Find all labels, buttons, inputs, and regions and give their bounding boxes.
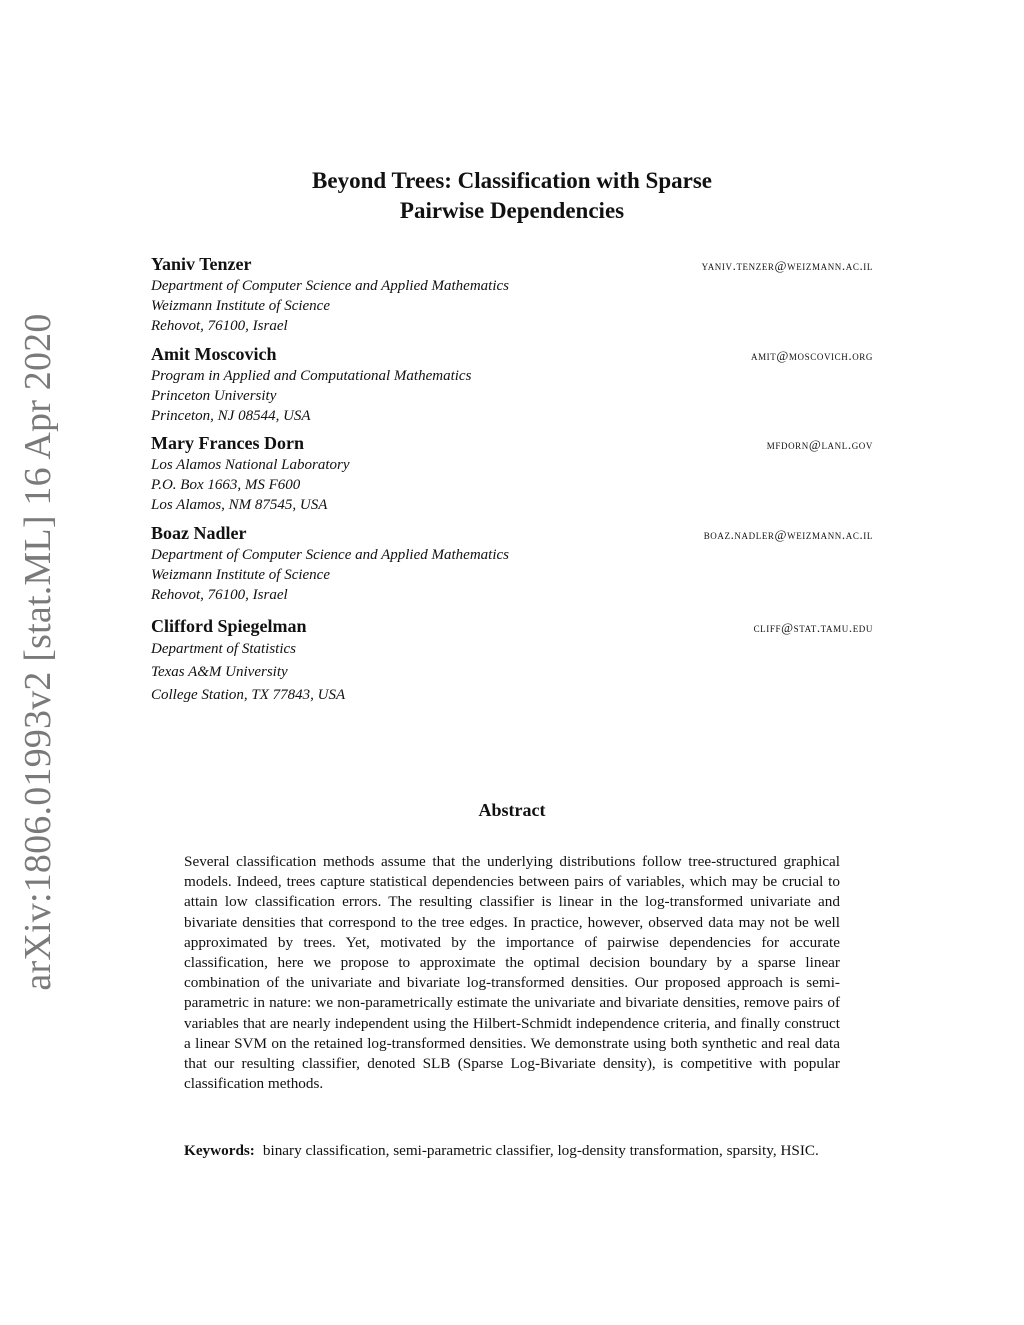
author-name: Yaniv Tenzer [151, 254, 252, 274]
author-email[interactable]: yaniv.tenzer@weizmann.ac.il [701, 258, 873, 273]
affiliation-line: Weizmann Institute of Science [151, 567, 330, 583]
affiliation-line: Los Alamos National Laboratory [151, 457, 350, 473]
affiliation-line: College Station, TX 77843, USA [151, 687, 346, 703]
author-email[interactable]: boaz.nadler@weizmann.ac.il [703, 527, 873, 542]
title-line-2: Pairwise Dependencies [399, 198, 625, 223]
author-block [151, 433, 873, 515]
author-name: Boaz Nadler [151, 523, 247, 543]
affiliation-line: Rehovot, 76100, Israel [151, 587, 288, 603]
affiliation-line: Texas A&M University [151, 664, 288, 680]
affiliation-line: Department of Statistics [151, 641, 296, 657]
author-email[interactable]: amit@moscovich.org [750, 348, 873, 363]
affiliation-line: P.O. Box 1663, MS F600 [151, 477, 301, 493]
affiliation-line: Weizmann Institute of Science [151, 298, 330, 314]
paper-title [0, 166, 1024, 226]
affiliation-line: Department of Computer Science and Applied Mathematics [151, 278, 509, 294]
keywords [184, 1141, 840, 1161]
title-line-1: Beyond Trees: Classification with Sparse [312, 168, 712, 193]
arxiv-identifier: arXiv:1806.01993v2 [stat.ML] 16 Apr 2020 [17, 313, 59, 991]
author-name: Clifford Spiegelman [151, 616, 307, 636]
abstract-heading: Abstract [478, 800, 546, 820]
author-block [151, 616, 873, 707]
keywords-text: binary classification, semi-parametric classifier, log-density transformation, sparsity, HSIC. [262, 1142, 819, 1159]
author-block [151, 523, 873, 605]
author-email[interactable]: mfdorn@lanl.gov [766, 437, 873, 452]
affiliation-line: Princeton University [151, 388, 277, 404]
author-name: Amit Moscovich [151, 344, 277, 364]
keywords-label: Keywords: [184, 1142, 255, 1159]
affiliation-line: Los Alamos, NM 87545, USA [151, 497, 328, 513]
author-block [151, 344, 873, 426]
author-block [151, 254, 873, 336]
abstract-text: Several classification methods assume that the underlying distributions follow tree-structured graphical models. Indeed, trees capture statistical dependencies between pairs of variables, which may be crucial to attain low classification errors. The resulting classifier is linear in the log-transformed univariate and bivariate densities that correspond to the tree edges. In practice, however, observed data may not be well approximated by trees. Yet, motivated by the importance of pairwise dependencies for accurate classification, here we propose to approximate the optimal decision boundary by a sparse linear combination of the univariate and bivariate log-transformed densities. Our proposed approach is semi-parametric in nature: we non-parametrically estimate the univariate and bivariate densities, remove pairs of variables that are nearly independent using the Hilbert-Schmidt independence criteria, and finally construct a linear SVM on the retained log-transformed densities. We demonstrate using both synthetic and real data that our resulting classifier, denoted SLB (Sparse Log-Bivariate density), is competitive with popular classification methods. [184, 853, 840, 1093]
author-email[interactable]: cliff@stat.tamu.edu [753, 620, 873, 635]
affiliation-line: Princeton, NJ 08544, USA [151, 408, 311, 424]
affiliation-line: Rehovot, 76100, Israel [151, 318, 288, 334]
affiliation-line: Department of Computer Science and Applied Mathematics [151, 547, 509, 563]
author-name: Mary Frances Dorn [151, 433, 304, 453]
affiliation-line: Program in Applied and Computational Mathematics [151, 368, 472, 384]
